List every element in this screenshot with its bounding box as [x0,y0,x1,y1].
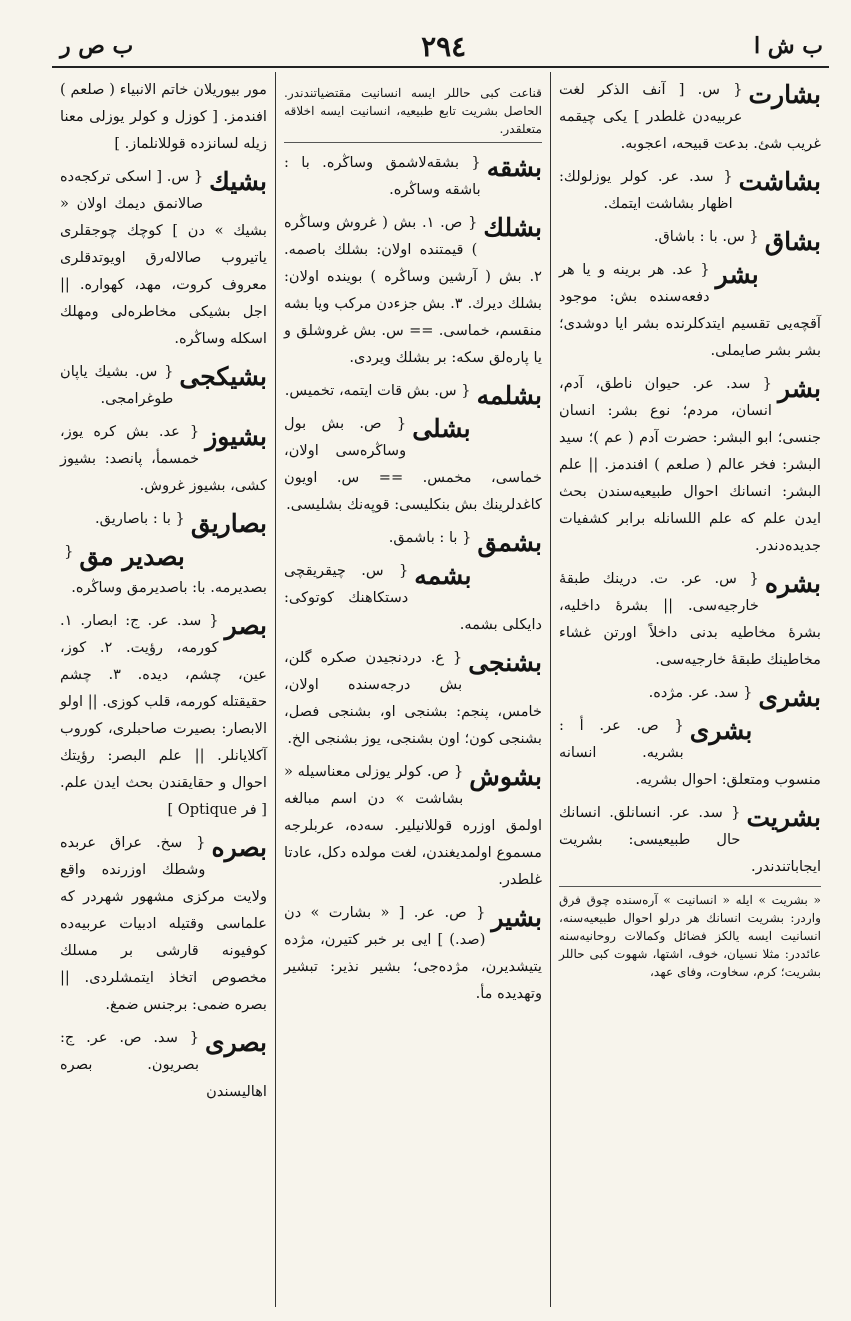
column-middle [275,72,550,1307]
dictionary-entry [559,76,821,157]
header-rule [52,66,829,68]
entry-headword: بشوش [469,762,542,791]
dictionary-entry [284,209,542,371]
entry-definition: { س. چيقريقچى دستكاهنك كوتوكى: دايكلى بشمه. [284,562,542,633]
entry-headword: بصره [211,833,267,862]
entry-definition: { سد. ص. عر. ج: بصريون. بصره اهاليسندن [60,1029,267,1100]
entry-definition: { س. [ آنف الذكر لغت عربيه‌دن غلطدر ] يكى چيقمه غريب شئ. بدعت قبيحه، اعجوبه. [559,81,821,152]
dictionary-entry [60,538,267,601]
dictionary-entry [284,557,542,638]
entry-definition: { سد. عر. ج: ابصار. ١. كورمه، رؤيت. ٢. كوز، عين، چشم، ديده. ٣. چشم حقيقتله كورمه، قلب كوزى. || اولو الابصار: بصيرت صاحبلرى، كوروب آكلايانلر. || علم البصر: رؤيتك احوال و حقايقندن بحث ايدن علم. [ فر Optique ] [60,612,267,818]
entry-headword: بصدير مق [79,542,185,571]
continued-note: قناعت كبى حاللر ايسه انسانيت مقتضياتندندر. الحاصل بشريت تابع طبيعيه، انسانيت ايسه اخلاقه متعلقدر. [284,80,542,143]
entry-definition: { ص. بش بول وساڭره‌سى اولان، خماسى، مخمس. == س. اويون كاغدلرينك بش بنكليسى: قوپه‌نك بشليسى. [284,415,542,513]
entry-headword: بشر [715,260,759,289]
entry-headword: بشارت [748,80,821,109]
entry-definition: { سخ. عراق عربده وشطك اوزرنده واقع ولايت مركزى مشهور شهردر كه علماسى وقتيله ادبيات عربيه‌ده كوفيونه قارشى بر مسلك مخصوص اتخاذ ايتمشلردى. || بصره ضمى: برجنس ضمغ. [60,834,267,1013]
entry-headword: بشمق [477,528,542,557]
entry-headword: بشرى [758,683,821,712]
dictionary-entry [284,410,542,518]
dictionary-entry [60,829,267,1018]
dictionary-entry [559,163,821,217]
entry-headword: بشره [764,569,821,598]
entry-definition: { عد. بش كره يوز، خمسمأ، پانصد: بشيوز كشى، بشيوز غروش. [60,423,267,494]
entry-headword: بشاشت [738,167,821,196]
entry-headword: بشنجى [468,648,542,677]
entry-headword: بشريت [746,803,821,832]
entry-definition: { س. با : باشاق. [653,228,759,245]
dictionary-entry [284,377,542,410]
entry-definition: { ع. دردنجيدن صكره گلن، بش درجه‌سنده اولان، خامس، پنجم: بشنجى او، بشنجى فصل، بشنجى كون؛ اون بشنجى، يوز بشنجى الخ. [284,649,542,747]
entry-headword: بصر [224,611,267,640]
continued-entry-text: مور بيوريلان خاتم الانبياء ( صلعم ) افندمز. [ كوزل و كولر يوزلى معنا زيله لسانزده قوللانلماز. ] [60,81,267,152]
entry-headword: بشلمه [476,381,542,410]
entry-definition: { سد. عر. انسانلق. انسانك حال طبيعيسى: بشريت ايجاباتندندر. [559,804,821,875]
dictionary-entry [60,1024,267,1105]
dictionary-entry [559,370,821,559]
entry-headword: بصرى [205,1028,267,1057]
page-header [60,26,823,66]
dictionary-entry [559,712,821,793]
dictionary-entry [559,799,821,880]
entry-headword: بشقه [486,153,542,182]
column-left [52,72,275,1307]
dictionary-entry [284,899,542,1007]
entry-definition: { س. [ اسكى تركجه‌ده صالانمق ديمك اولان « بشيك » دن ] كوچك چوجقلرى ياتيروب صالاله‌رق اويوتدقلرى معروف كروت، مهد، كهواره. || اجل بشيكى مخاطره‌لى ومهلك اسكله وساڭره. [60,168,267,347]
entry-headword: بشلى [412,414,471,443]
entry-definition: { ص. ١. بش ( غروش وساڭره ) قيمتنده اولان: بشلك باصمه. ٢. بش ( آرشين وساڭره ) بوينده اولان: بشلك ديرك. ٣. بش جزءدن مركب ويا بشه منقسم، خماسى. == س. بش غروشلق و يا پاره‌لق سكه: بر بشلك ويردى. [284,214,542,366]
entry-definition: { بصديرمه. با: باصديرمق وساڭره. [64,543,267,596]
entry-definition: { با : باشمق. [388,529,472,546]
dictionary-entry [284,149,542,203]
dictionary-entry [60,358,267,412]
dictionary-entry [60,505,267,538]
dictionary-entry [284,524,542,557]
entry-headword: بشيوز [205,422,267,451]
entry-definition: { ص. كولر يوزلى معناسيله « بشاشت » دن اسم مبالغه اولمق اوزره قوللانيلير. سه‌ده، عربلرجه مسموع اولمديغندن، لغت مولده دكل، عادتا غلطدر. [284,763,542,888]
entry-definition: { سد. عر. حيوان ناطق، آدم، انسان، مردم؛ نوع بشر: انسان جنسى؛ ابو البشر: حضرت آدم ( عم )؛ سيد البشر: فخر عالم ( صلعم ) افندمز. || علم البشر: انسانك احوال طبيعيه‌سندن بحث ايدن علم كه علم اللسانله برابر كشفيات جديده‌دندر. [559,375,821,554]
dictionary-entry [60,163,267,352]
entry-headword: بشاق [764,227,821,256]
entry-definition: { بشقه‌لاشمق وساڭره. با : باشقه وساڭره. [284,154,481,198]
entry-definition: { سد. عر. كولر يوزلولك: اظهار بشاشت ايتمك. [559,168,733,212]
entry-definition: { عد. هر برينه و يا هر دفعه‌سنده بش: موجود آقچه‌يى تقسيم ايتدكلرنده بشر ايا دوشدى؛ بشر بشر صايملى. [559,261,821,359]
entry-headword: بشير [491,903,542,932]
right-guide-word: ب ش ا [754,33,823,59]
entry-headword: بشلك [483,213,542,242]
dictionary-entry [559,679,821,712]
entry-definition: { س. بش قات ايتمه، تخميس. [284,382,471,399]
entry-definition: { سد. عر. مژده. [648,684,753,701]
dictionary-entry [559,565,821,673]
dictionary-entry [284,644,542,752]
entry-headword: بصاريق [190,509,267,538]
entry-definition: { با : باصاريق. [94,510,185,527]
dictionary-entry [559,256,821,364]
entry-headword: بشرى [689,716,753,745]
entry-definition: { س. بشيك ياپان طوغرامجى. [60,363,174,407]
dictionary-entry [60,418,267,499]
entry-definition: { ص. عر. أ : بشريه. انسانه منسوب ومتعلق: احوال بشريه. [559,717,821,788]
entry-headword: بشيك [209,167,267,196]
entry-definition: { ص. عر. [ « بشارت » دن (صد.) ] ايى بر خبر كتيرن، مژده يتيشديرن، مژده‌جى؛ بشير نذير: تبشير وتهديده مأ. [284,904,542,1002]
dictionary-entry [60,607,267,823]
entry-headword: بشمه [414,561,472,590]
left-guide-word: ب ص ر [60,33,134,59]
column-right [550,72,829,1307]
dictionary-entry [559,223,821,256]
entry-definition: { س. عر. ت. درينك طبقهٔ خارجيه‌سى. || بشرهٔ داخليه، بشرهٔ مخاطيه بدنى داخلاً اورتن غشاء مخاطينك طبقهٔ خارجيه‌سى. [559,570,821,668]
entry-headword: بشر [777,374,821,403]
entry-headword: بشيكجى [179,362,267,391]
dictionary-entry [284,758,542,893]
page-number: ٢٩٤ [421,29,467,63]
columns [52,72,829,1307]
usage-note: « بشريت » ايله « انسانيت » آره‌سنده چوق فرق واردر: بشريت انسانك هر درلو احوال طبيعيه‌سنه، انسانيت ايسه يالكز فضائل وكمالات روحانيه‌سنه عائددر: مثلا نسيان، خوف، اشتها، شهوت كبى حاللر بشريت؛ كرم، سخاوت، وفاى عهد، [559,886,821,981]
